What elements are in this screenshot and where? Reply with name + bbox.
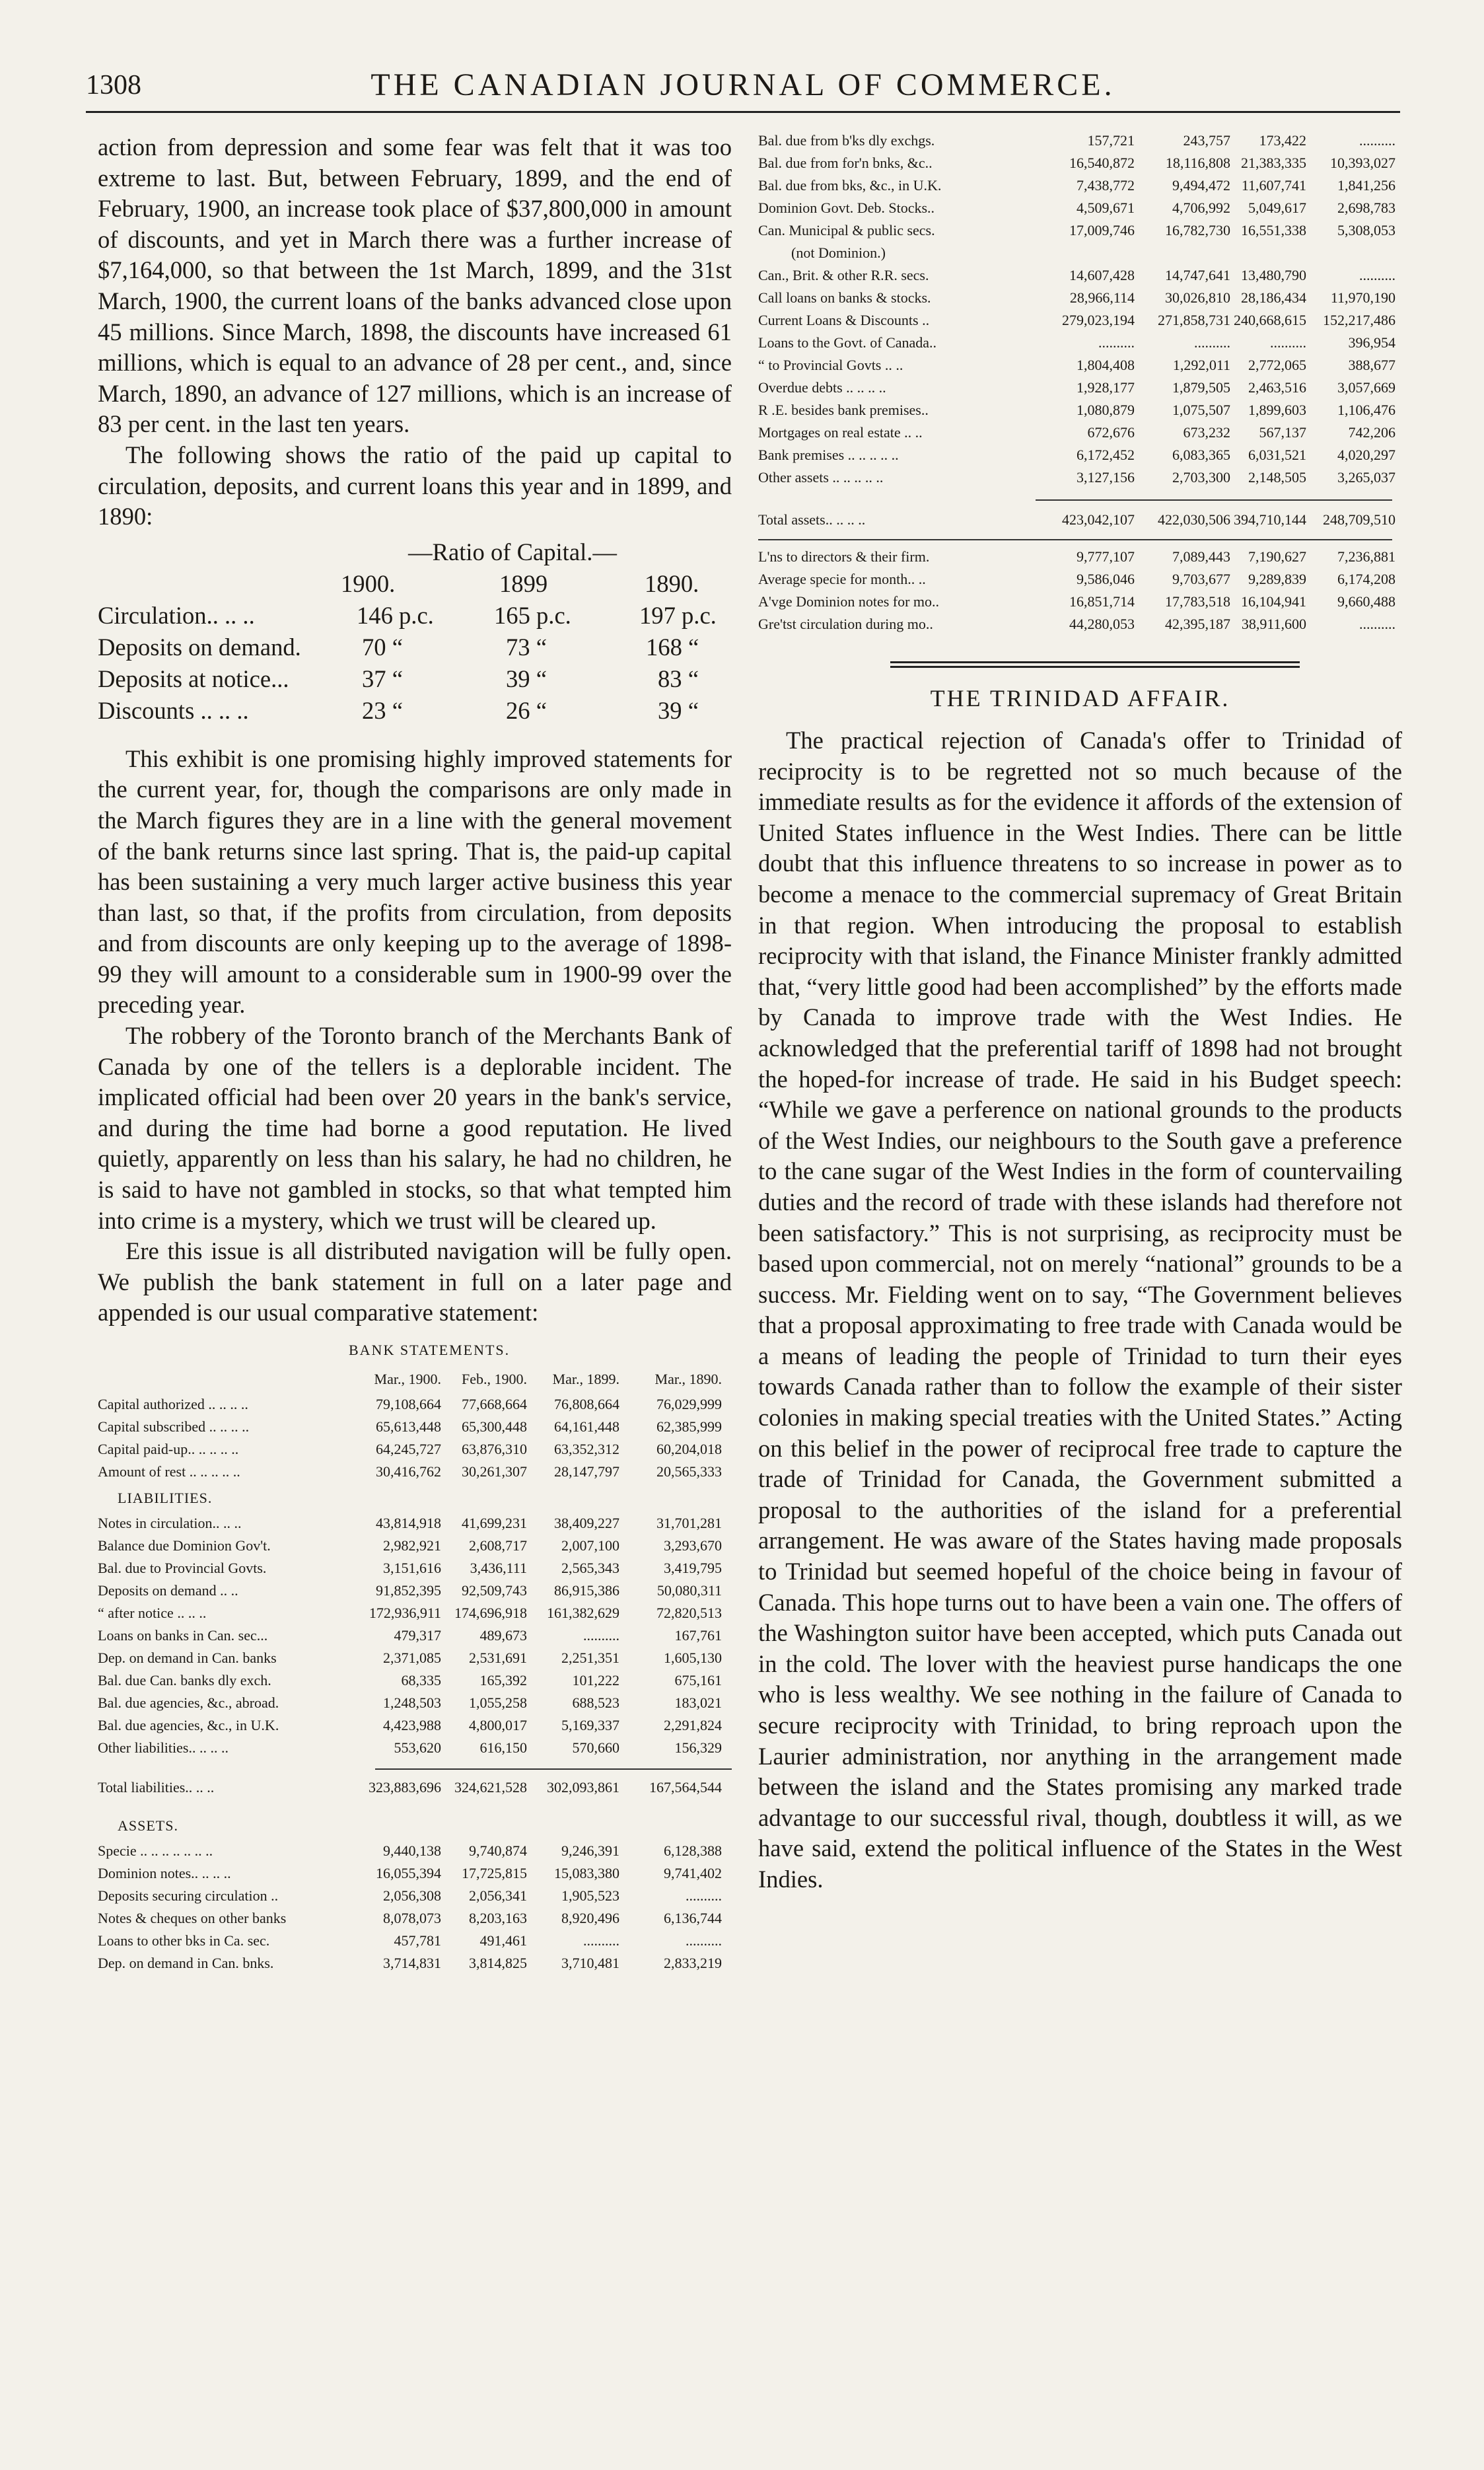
bank-row-value: 16,540,872: [1069, 155, 1135, 171]
bank-row-value: 1,248,503: [383, 1694, 441, 1711]
bank-row-value: 11,607,741: [1241, 177, 1306, 194]
bank-row-label: Mortgages on real estate .. ..: [758, 424, 923, 441]
bank-row-value: 30,416,762: [376, 1463, 441, 1480]
bank-row-value: 240,668,615: [1234, 312, 1306, 328]
bank-row-value: 157,721: [1087, 132, 1135, 149]
bank-row-value: ..........: [1359, 616, 1396, 632]
bank-row-value: 9,440,138: [383, 1842, 441, 1859]
bank-row-value: ..........: [1359, 267, 1396, 283]
bank-row-label: R .E. besides bank premises..: [758, 402, 929, 418]
bank-row-value: 44,280,053: [1069, 616, 1135, 632]
bank-row-value: 688,523: [572, 1694, 619, 1711]
bank-row-label: Other assets .. .. .. .. ..: [758, 469, 884, 486]
journal-title: THE CANADIAN JOURNAL OF COMMERCE.: [371, 67, 1115, 102]
bank-row-value: 4,706,992: [1172, 200, 1230, 216]
bank-row-value: 18,116,808: [1165, 155, 1230, 171]
bank-row-value: 9,246,391: [561, 1842, 619, 1859]
bank-column-header: Mar., 1900.: [374, 1371, 441, 1387]
bank-row-value: 10,393,027: [1330, 155, 1396, 171]
bank-row-label: Amount of rest .. .. .. .. ..: [98, 1463, 240, 1480]
bank-row-value: 1,841,256: [1337, 177, 1396, 194]
bank-row-value: 2,608,717: [469, 1537, 527, 1554]
bank-row-value: 2,371,085: [383, 1650, 441, 1666]
bank-row-value: 3,057,669: [1337, 379, 1396, 396]
bank-row-value: 14,607,428: [1069, 267, 1135, 283]
bank-row-label: Bal. due from bks, &c., in U.K.: [758, 177, 942, 194]
paragraph: The following shows the ratio of the paid up capital to circulation, deposits, and current loans this year and in 1899, and 1890:: [98, 441, 732, 530]
bank-row-label: Loans on banks in Can. sec...: [98, 1627, 268, 1644]
bank-row-value: 567,137: [1259, 424, 1306, 441]
bank-row-value: 672,676: [1087, 424, 1135, 441]
bank-row-label: Bal. due from b'ks dly exchgs.: [758, 132, 935, 149]
bank-row-value: 1,905,523: [561, 1887, 619, 1904]
bank-row-value: 76,029,999: [656, 1396, 722, 1412]
bank-row-value: 570,660: [572, 1739, 619, 1756]
left-column: [98, 132, 732, 1984]
bank-row-value: 14,747,641: [1165, 267, 1230, 283]
bank-row-value: 30,261,307: [462, 1463, 527, 1480]
bank-row-label: Deposits on demand .. ..: [98, 1582, 238, 1599]
bank-row-value: 2,565,343: [561, 1560, 619, 1576]
bank-row-value: 4,509,671: [1077, 200, 1135, 216]
ratio-table: [98, 532, 732, 744]
bank-row-value: 50,080,311: [656, 1582, 722, 1599]
bank-row-value: 2,982,921: [383, 1537, 441, 1554]
bank-row-label: Total liabilities.. .. ..: [98, 1779, 215, 1796]
bank-row-value: 1,899,603: [1248, 402, 1306, 418]
ratio-value: 197 p.c.: [639, 601, 717, 629]
bank-row-value: 457,781: [394, 1932, 441, 1949]
bank-row-value: ..........: [583, 1627, 619, 1644]
bank-row-value: 8,920,496: [561, 1910, 619, 1926]
bank-row-label: Bal. due to Provincial Govts.: [98, 1560, 267, 1576]
paragraph: This exhibit is one promising highly improved statements for the current year, for, though the comparisons are only made in the March figures they are in a line with the general movement of the bank returns since last spring. That is, the paid-up capital has been sustaining a very much larger active business this year than last, so that, if the profits from circulation, from deposits and from discounts are only keeping up to the average of 1898-99 they will amount to a considerable sum in 1900-99 over the preceding year.: [98, 745, 732, 1019]
ratio-label: Circulation.. .. ..: [98, 601, 255, 629]
bank-row-value: 72,820,513: [656, 1605, 722, 1621]
bank-row-value: 3,436,111: [470, 1560, 527, 1576]
bank-row-value: 7,190,627: [1248, 548, 1306, 565]
bank-row-label: Bal. due Can. banks dly exch.: [98, 1672, 271, 1689]
bank-row-value: 64,245,727: [376, 1441, 441, 1457]
bank-row-value: 16,551,338: [1241, 222, 1306, 238]
bank-row-value: 167,761: [674, 1627, 722, 1644]
bank-row-value: 5,049,617: [1248, 200, 1306, 216]
right-column: [758, 132, 1402, 1895]
bank-row-label: Balance due Dominion Gov't.: [98, 1537, 271, 1554]
bank-row-value: 86,915,386: [554, 1582, 619, 1599]
section-heading: ASSETS.: [118, 1817, 178, 1834]
ratio-value: 39 “: [658, 696, 699, 724]
bank-row-value: 323,883,696: [369, 1779, 441, 1796]
bank-row-label: Overdue debts .. .. .. ..: [758, 379, 886, 396]
bank-row-value: 91,852,395: [376, 1582, 441, 1599]
bank-row-label: (not Dominion.): [791, 244, 886, 261]
table-rule: [375, 1768, 732, 1770]
bank-row-value: 396,954: [1348, 334, 1396, 351]
bank-row-label: Can. Municipal & public secs.: [758, 222, 935, 238]
bank-row-value: 4,423,988: [383, 1717, 441, 1733]
bank-row-value: 28,186,434: [1241, 289, 1306, 306]
bank-row-value: 2,251,351: [561, 1650, 619, 1666]
bank-row-value: 28,966,114: [1069, 289, 1135, 306]
bank-row-value: 2,463,516: [1248, 379, 1306, 396]
bank-row-value: 6,172,452: [1077, 447, 1135, 463]
bank-row-value: 43,814,918: [376, 1515, 441, 1531]
paragraph: The robbery of the Toronto branch of the Merchants Bank of Canada by one of the tellers is a deplorable incident. The implicated official had been over 20 years in the bank's service, and during the time had borne a good reputation. He lived quietly, apparently on less than his salary, he had no children, he is said to have not gambled in stocks, so that what tempted him into crime is a mystery, which we trust will be cleared up.: [98, 1022, 732, 1234]
bank-row-value: 3,151,616: [383, 1560, 441, 1576]
ratio-value: 26 “: [506, 696, 547, 724]
table-rule: [758, 539, 1392, 540]
bank-row-value: 9,660,488: [1337, 593, 1396, 610]
bank-row-label: Can., Brit. & other R.R. secs.: [758, 267, 929, 283]
ratio-value: 168 “: [646, 633, 699, 661]
bank-row-value: 394,710,144: [1234, 511, 1306, 528]
ratio-value: 83 “: [658, 665, 699, 692]
bank-row-value: 92,509,743: [462, 1582, 527, 1599]
bank-row-value: 1,292,011: [1172, 357, 1230, 373]
bank-row-value: 101,222: [572, 1672, 619, 1689]
bank-row-value: 167,564,544: [649, 1779, 722, 1796]
bank-row-label: Bank premises .. .. .. .. ..: [758, 447, 899, 463]
bank-row-value: 3,265,037: [1337, 469, 1396, 486]
bank-row-label: Deposits securing circulation ..: [98, 1887, 279, 1904]
bank-row-value: 16,104,941: [1241, 593, 1306, 610]
bank-row-value: 3,127,156: [1077, 469, 1135, 486]
bank-row-label: Average specie for month.. ..: [758, 571, 926, 587]
bank-row-value: ..........: [1270, 334, 1306, 351]
bank-row-label: Dominion Govt. Deb. Stocks..: [758, 200, 935, 216]
bank-row-label: Dep. on demand in Can. bnks.: [98, 1955, 274, 1971]
bank-row-label: “ to Provincial Govts .. ..: [758, 357, 903, 373]
bank-title: BANK STATEMENTS.: [349, 1342, 511, 1358]
bank-row-value: 422,030,506: [1158, 511, 1230, 528]
bank-row-label: Gre'tst circulation during mo..: [758, 616, 933, 632]
bank-row-value: 16,851,714: [1069, 593, 1135, 610]
bank-row-value: 8,078,073: [383, 1910, 441, 1926]
bank-row-value: 16,782,730: [1165, 222, 1230, 238]
bank-row-label: “ after notice .. .. ..: [98, 1605, 207, 1621]
bank-row-value: 248,709,510: [1323, 511, 1396, 528]
bank-row-value: 5,308,053: [1337, 222, 1396, 238]
bank-row-value: 6,031,521: [1248, 447, 1306, 463]
bank-row-value: 79,108,664: [376, 1396, 441, 1412]
bank-row-value: ..........: [583, 1932, 619, 1949]
ratio-value: 23 “: [362, 696, 403, 724]
bank-row-value: 172,936,911: [369, 1605, 441, 1621]
ratio-value: 37 “: [362, 665, 403, 692]
bank-row-value: 388,677: [1348, 357, 1396, 373]
bank-row-value: 4,800,017: [469, 1717, 527, 1733]
ratio-value: 165 p.c.: [494, 601, 571, 629]
bank-row-value: ..........: [1359, 132, 1396, 149]
ratio-year: 1900.: [341, 569, 396, 597]
bank-row-value: 2,056,341: [469, 1887, 527, 1904]
bank-row-value: 60,204,018: [656, 1441, 722, 1457]
bank-row-value: 65,300,448: [462, 1418, 527, 1435]
bank-row-value: 279,023,194: [1062, 312, 1135, 328]
bank-row-value: 3,710,481: [561, 1955, 619, 1971]
bank-row-label: Specie .. .. .. .. .. .. ..: [98, 1842, 213, 1859]
bank-row-label: Other liabilities.. .. .. ..: [98, 1739, 229, 1756]
bank-row-value: 1,605,130: [664, 1650, 722, 1666]
bank-row-value: 16,055,394: [376, 1865, 441, 1881]
bank-row-value: 77,668,664: [462, 1396, 527, 1412]
bank-row-value: 6,136,744: [664, 1910, 722, 1926]
bank-row-value: 31,701,281: [656, 1515, 722, 1531]
bank-row-label: Dominion notes.. .. .. ..: [98, 1865, 231, 1881]
bank-row-value: 17,725,815: [462, 1865, 527, 1881]
ratio-value: 146 p.c.: [357, 601, 434, 629]
bank-row-value: 174,696,918: [454, 1605, 527, 1621]
bank-row-label: Notes & cheques on other banks: [98, 1910, 287, 1926]
bank-row-value: 9,777,107: [1077, 548, 1135, 565]
bank-row-value: 165,392: [479, 1672, 527, 1689]
bank-row-value: 8,203,163: [469, 1910, 527, 1926]
bank-row-value: 6,174,208: [1337, 571, 1396, 587]
bank-row-value: 3,293,670: [664, 1537, 722, 1554]
bank-row-value: 6,128,388: [664, 1842, 722, 1859]
bank-row-label: Current Loans & Discounts ..: [758, 312, 930, 328]
bank-row-value: 42,395,187: [1165, 616, 1230, 632]
bank-row-label: Total assets.. .. .. ..: [758, 511, 866, 528]
ratio-title: —Ratio of Capital.—: [408, 538, 617, 565]
section-rule: [890, 661, 1300, 668]
bank-row-label: Loans to the Govt. of Canada..: [758, 334, 937, 351]
section-heading: LIABILITIES.: [118, 1490, 213, 1506]
bank-row-value: 9,740,874: [469, 1842, 527, 1859]
bank-row-value: 11,970,190: [1330, 289, 1396, 306]
bank-row-value: 3,814,825: [469, 1955, 527, 1971]
bank-row-value: ..........: [1194, 334, 1230, 351]
bank-row-value: 2,833,219: [664, 1955, 722, 1971]
bank-row-value: 1,080,879: [1077, 402, 1135, 418]
bank-row-value: 302,093,861: [547, 1779, 619, 1796]
bank-row-value: 423,042,107: [1062, 511, 1135, 528]
bank-row-value: 553,620: [394, 1739, 441, 1756]
bank-row-value: 62,385,999: [656, 1418, 722, 1435]
bank-statements-left: [98, 1328, 732, 1984]
bank-row-value: ..........: [686, 1932, 722, 1949]
bank-row-value: 5,169,337: [561, 1717, 619, 1733]
bank-row-value: 1,106,476: [1337, 402, 1396, 418]
bank-row-label: Call loans on banks & stocks.: [758, 289, 931, 306]
bank-row-value: 324,621,528: [454, 1779, 527, 1796]
bank-row-label: A'vge Dominion notes for mo..: [758, 593, 940, 610]
ratio-value: 73 “: [506, 633, 547, 661]
bank-row-value: 243,757: [1183, 132, 1230, 149]
bank-statements-right: [758, 132, 1402, 645]
bank-row-label: Capital authorized .. .. .. ..: [98, 1396, 248, 1412]
bank-row-value: 9,741,402: [664, 1865, 722, 1881]
bank-row-label: Dep. on demand in Can. banks: [98, 1650, 277, 1666]
bank-row-value: 271,858,731: [1158, 312, 1230, 328]
bank-row-label: Bal. due agencies, &c., in U.K.: [98, 1717, 279, 1733]
bank-row-value: 17,009,746: [1069, 222, 1135, 238]
bank-row-value: 2,007,100: [561, 1537, 619, 1554]
bank-row-value: 30,026,810: [1165, 289, 1230, 306]
bank-row-value: 2,772,065: [1248, 357, 1306, 373]
bank-row-value: 9,703,677: [1172, 571, 1230, 587]
bank-row-value: 1,075,507: [1172, 402, 1230, 418]
bank-row-value: 742,206: [1348, 424, 1396, 441]
bank-row-value: 2,291,824: [664, 1717, 722, 1733]
paragraph: Ere this issue is all distributed navigation will be fully open. We publish the bank statement in full on a later page and appended is our usual comparative statement:: [98, 1237, 732, 1326]
bank-row-value: 479,317: [394, 1627, 441, 1644]
bank-row-value: 38,409,227: [554, 1515, 619, 1531]
bank-row-label: Capital subscribed .. .. .. ..: [98, 1418, 250, 1435]
article-paragraph: The practical rejection of Canada's offer to Trinidad of reciprocity is to be regretted not so much because of the immediate results as for the evidence it affords of the extension of United States influence in the West Indies. There can be little doubt that this influence threatens to so increase in power as to become a menace to the commercial supremacy of Great Britain in that region. When introducing the proposal to establish reciprocity with that island, the Finance Minister frankly admitted that, “very little good had been accomplished” by the efforts made by Canada to improve trade with the West Indies. He acknowledged that the preferential tariff of 1898 had not brought the hoped-for increase of trade. He said in his Budget speech: “While we gave a perference on national grounds to the products of the West Indies, our neighbours to the South gave a preference to the cane sugar of the West Indies in the form of countervailing duties and the record of trade with these islands had therefore not been satisfactory.” This is not surprising, as reciprocity must be based upon commercial, not on merely “national” grounds to be a success. Mr. Fielding went on to say, “The Government believes that a proposal approximating to free trade with Canada would be a means of leading the people of Trinidad to turn their eyes towards Canada rather than to follow the example of their sister colonies in making special treaties with the United States.” Acting on this belief in the power of reciprocal free trade to capture the trade of Trinidad for Canada, the Government submitted a proposal to the authorities of the island for a preferential arrangement. He was aware of the States having made proposals to Trinidad but seemed hopeful of the choice being in favour of Canada. This hope turns out to have been a vain one. The offers of the Washington suitor have been accepted, which puts Canada out in the cold. The lover with the heaviest purse handicaps the one who is less wealthy. We see nothing in the failure of Canada to secure reciprocity with Trinidad, to bring reproach upon the Laurier administration, nor anything in the arrangement made between the island and the States promising any marked trade advantage to our successful rival, though, doubtless it will, as we have said, extend the political influence of the States in the West Indies.: [758, 727, 1402, 1893]
bank-row-value: 1,879,505: [1172, 379, 1230, 396]
bank-row-value: 38,911,600: [1241, 616, 1306, 632]
bank-row-value: 675,161: [674, 1672, 722, 1689]
bank-row-label: Bal. due from for'n bnks, &c..: [758, 155, 933, 171]
bank-row-value: 1,928,177: [1077, 379, 1135, 396]
bank-row-value: ..........: [1098, 334, 1135, 351]
bank-row-value: 1,804,408: [1077, 357, 1135, 373]
bank-row-value: 64,161,448: [554, 1418, 619, 1435]
bank-row-value: 183,021: [674, 1694, 722, 1711]
bank-row-value: 63,876,310: [462, 1441, 527, 1457]
article-title: THE TRINIDAD AFFAIR.: [930, 685, 1230, 711]
bank-row-value: 491,461: [479, 1932, 527, 1949]
bank-row-value: 21,383,335: [1241, 155, 1306, 171]
bank-row-value: 2,148,505: [1248, 469, 1306, 486]
bank-row-label: Bal. due agencies, &c., abroad.: [98, 1694, 279, 1711]
bank-column-header: Mar., 1899.: [552, 1371, 619, 1387]
header-rule: [86, 111, 1400, 113]
bank-row-value: 2,698,783: [1337, 200, 1396, 216]
bank-row-value: 9,289,839: [1248, 571, 1306, 587]
bank-row-value: 13,480,790: [1241, 267, 1306, 283]
bank-row-label: Loans to other bks in Ca. sec.: [98, 1932, 270, 1949]
bank-row-value: 63,352,312: [554, 1441, 619, 1457]
bank-row-value: ..........: [686, 1887, 722, 1904]
ratio-label: Deposits at notice...: [98, 665, 289, 692]
ratio-label: Deposits on demand.: [98, 633, 301, 661]
ratio-year: 1899: [499, 569, 548, 597]
ratio-year: 1890.: [645, 569, 699, 597]
bank-row-value: 173,422: [1259, 132, 1306, 149]
bank-row-value: 6,083,365: [1172, 447, 1230, 463]
bank-row-value: 2,531,691: [469, 1650, 527, 1666]
ratio-value: 70 “: [362, 633, 403, 661]
bank-row-value: 7,438,772: [1077, 177, 1135, 194]
bank-row-value: 673,232: [1183, 424, 1230, 441]
paragraph: action from depression and some fear was felt that it was too extreme to last. But, between February, 1899, and the end of February, 1900, an increase took place of $37,800,000 in amount of discounts, and yet in March there was a further increase of $7,164,000, so that between the 1st March, 1899, and the 31st March, 1900, the current loans of the banks advanced close upon 45 millions. Since March, 1898, the discounts have increased 61 millions, which is equal to an advance of 28 per cent., and, since March, 1890, an advance of 127 millions, which is an increase of 83 per cent. in the last ten years.: [98, 133, 732, 438]
bank-row-value: 41,699,231: [462, 1515, 527, 1531]
bank-row-label: L'ns to directors & their firm.: [758, 548, 930, 565]
bank-row-value: 7,236,881: [1337, 548, 1396, 565]
bank-row-value: 76,808,664: [554, 1396, 619, 1412]
bank-row-value: 1,055,258: [469, 1694, 527, 1711]
bank-row-value: 2,056,308: [383, 1887, 441, 1904]
bank-row-value: 15,083,380: [554, 1865, 619, 1881]
ratio-value: 39 “: [506, 665, 547, 692]
bank-row-label: Notes in circulation.. .. ..: [98, 1515, 242, 1531]
bank-row-value: 68,335: [401, 1672, 441, 1689]
bank-row-value: 152,217,486: [1323, 312, 1396, 328]
bank-row-value: 20,565,333: [656, 1463, 722, 1480]
ratio-label: Discounts .. .. ..: [98, 696, 249, 724]
bank-row-value: 28,147,797: [554, 1463, 619, 1480]
bank-row-value: 156,329: [674, 1739, 722, 1756]
bank-row-value: 3,419,795: [664, 1560, 722, 1576]
bank-row-value: 4,020,297: [1337, 447, 1396, 463]
page-number: 1308: [86, 70, 141, 100]
bank-row-label: Capital paid-up.. .. .. .. ..: [98, 1441, 239, 1457]
bank-row-value: 489,673: [479, 1627, 527, 1644]
bank-row-value: 7,089,443: [1172, 548, 1230, 565]
running-header: [86, 63, 1400, 109]
bank-row-value: 2,703,300: [1172, 469, 1230, 486]
bank-row-value: 3,714,831: [383, 1955, 441, 1971]
bank-column-header: Mar., 1890.: [654, 1371, 722, 1387]
table-rule: [1036, 499, 1392, 501]
bank-row-value: 17,783,518: [1165, 593, 1230, 610]
bank-row-value: 9,586,046: [1077, 571, 1135, 587]
bank-column-header: Feb., 1900.: [462, 1371, 527, 1387]
bank-row-value: 65,613,448: [376, 1418, 441, 1435]
bank-row-value: 9,494,472: [1172, 177, 1230, 194]
bank-row-value: 616,150: [479, 1739, 527, 1756]
bank-row-value: 161,382,629: [547, 1605, 619, 1621]
